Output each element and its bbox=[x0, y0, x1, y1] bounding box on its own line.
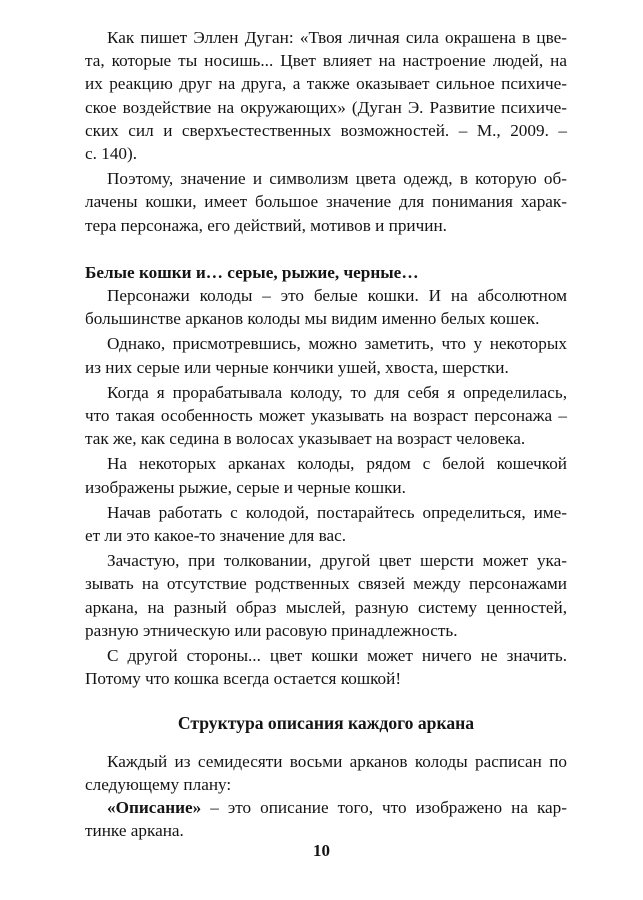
text-line bbox=[85, 796, 567, 819]
text-line: Каждый из семидесяти восьми арканов колоды расписан по bbox=[107, 751, 567, 771]
cats-paragraph-7 bbox=[85, 644, 567, 690]
text-line: Потому что кошка всегда остается кошкой! bbox=[85, 669, 402, 689]
text-line: следующему плану: bbox=[85, 774, 232, 794]
structure-item-description bbox=[85, 796, 567, 842]
section-heading bbox=[85, 261, 567, 284]
item-text: – это описание того, что изображено на кар- bbox=[201, 798, 567, 818]
text-line: Персонажи колоды – это белые кошки. И на абсолютном bbox=[107, 286, 567, 306]
text-line: с. 140). bbox=[85, 144, 138, 164]
text-line: из них серые или черные кончики ушей, хвоста, шерстки. bbox=[85, 357, 509, 377]
section-gap bbox=[85, 690, 567, 712]
section-heading bbox=[85, 712, 567, 735]
cats-paragraph-5 bbox=[85, 501, 567, 547]
page-number: 10 bbox=[313, 841, 330, 860]
structure-intro bbox=[85, 750, 567, 796]
text-line: Начав работать с колодой, постарайтесь определиться, име- bbox=[107, 502, 567, 522]
text-line: изображены рыжие, серые и черные кошки. bbox=[85, 477, 406, 497]
text-line: Однако, присмотревшись, можно заметить, что у некоторых bbox=[107, 334, 567, 354]
cats-paragraph-1 bbox=[85, 284, 567, 330]
text-line: Когда я прорабатывала колоду, то для себя я определилась, bbox=[107, 382, 567, 402]
text-line: ет ли это какое-то значение для вас. bbox=[85, 526, 347, 546]
section-cats bbox=[85, 261, 567, 691]
text-line: зывать на отсутствие родственных связей между персонажами bbox=[85, 574, 567, 594]
section-heading-text: Белые кошки и… серые, рыжие, черные… bbox=[85, 262, 419, 282]
text-line: лачены кошки, имеет большое значение для понимания харак- bbox=[85, 192, 567, 212]
cats-paragraph-6 bbox=[85, 549, 567, 642]
item-term: «Описание» bbox=[107, 798, 202, 818]
text-line: На некоторых арканах колоды, рядом с белой кошечкой bbox=[107, 454, 567, 474]
text-line: ских сил и сверхъестественных возможностей. – М., 2009. – bbox=[85, 120, 567, 140]
text-line: большинстве арканов колоды мы видим именно белых кошек. bbox=[85, 309, 540, 329]
text-line: Поэтому, значение и символизм цвета одежд, в которую об- bbox=[107, 169, 567, 189]
page-body bbox=[85, 26, 567, 843]
section-heading-text: Структура описания каждого аркана bbox=[177, 713, 475, 734]
text-line: аркана, на разный образ мыслей, разную систему ценностей, bbox=[85, 597, 567, 617]
section-structure bbox=[85, 712, 567, 842]
text-line: что такая особенность может указывать на возраст персонажа – bbox=[85, 406, 567, 426]
text-line: тера персонажа, его действий, мотивов и причин. bbox=[85, 215, 447, 235]
text-line: Зачастую, при толковании, другой цвет шерсти может ука- bbox=[107, 551, 567, 571]
section-gap bbox=[85, 237, 567, 261]
text-line: Как пишет Эллен Дуган: «Твоя личная сила окрашена в цве- bbox=[107, 28, 567, 47]
cats-paragraph-2 bbox=[85, 332, 567, 378]
heading-gap bbox=[85, 736, 567, 750]
text-line: разную этническую или расовую принадлежность. bbox=[85, 620, 458, 640]
text-line: их реакцию друг на друга, а также оказывает сильное психиче- bbox=[85, 74, 567, 94]
text-line: тинке аркана. bbox=[85, 821, 184, 841]
text-line: С другой стороны... цвет кошки может ничего не значить. bbox=[107, 646, 567, 666]
quote-paragraph bbox=[85, 26, 567, 165]
cats-paragraph-3 bbox=[85, 381, 567, 451]
symbolism-paragraph bbox=[85, 167, 567, 237]
text-line: так же, как седина в волосах указывает на возраст человека. bbox=[85, 429, 526, 449]
text-line: та, которые ты носишь... Цвет влияет на настроение людей, на bbox=[85, 51, 567, 71]
text-line: ское воздействие на окружающих» (Дуган Э. Развитие психиче- bbox=[85, 97, 567, 117]
cats-paragraph-4 bbox=[85, 452, 567, 498]
